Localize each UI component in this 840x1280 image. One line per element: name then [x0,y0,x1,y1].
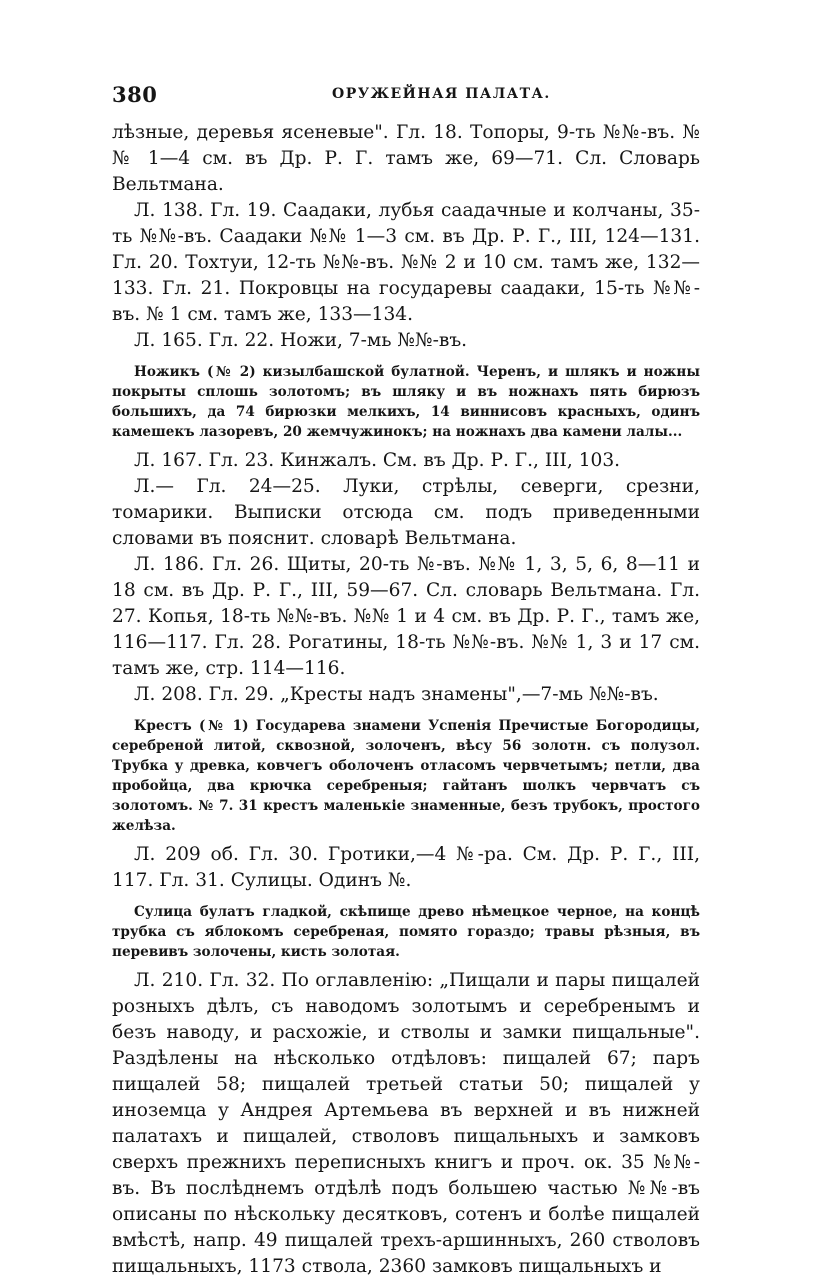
paragraph: Л.— Гл. 24—25. Луки, стрѣлы, северги, срезни, томарики. Выписки отсюда см. подъ приведенными словами въ пояснит. словарѣ Вельтмана. [112,476,700,549]
paragraph: Л. 167. Гл. 23. Кинжалъ. См. въ Др. Р. Г., III, 103. [134,450,621,471]
page-number: 380 [112,82,158,107]
quotation: Крестъ (№ 1) Государева знамени Успенія Пречистые Богородицы, серебреной литой, сквозной, золоченъ, вѣсу 56 золотн. съ полузол. Трубка у древка, ковчегъ оболоченъ отласомъ червчетымъ; петли, два пробойца, два крючка серебреныя; гайтанъ шолкъ червчатъ съ золотомъ. № 7. 31 крестъ маленькіе знаменные, безъ трубокъ, простого желѣза. [112,718,700,834]
paragraph: Л. 209 об. Гл. 30. Гротики,—4 №-ра. См. Др. Р. Г., III, 117. Гл. 31. Сулицы. Одинъ №. [112,844,700,891]
quotation: Сулица булатъ гладкой, скѣпище древо нѣмецкое черное, на концѣ трубка съ яблокомъ серебреная, помято гораздо; травы рѣзныя, въ перевивъ золочены, кисть золотая. [112,904,700,960]
paragraph: Л. 165. Гл. 22. Ножи, 7-мь №№-въ. [134,330,468,351]
paragraph: Л. 208. Гл. 29. „Кресты надъ знамены",—7-мь №№-въ. [134,684,659,705]
paragraph: Л. 138. Гл. 19. Саадаки, лубья саадачные и колчаны, 35-ть №№-въ. Саадаки №№ 1—3 см. въ Др. Р. Г., III, 124—131. Гл. 20. Тохтуи, 12-ть №№-въ. №№ 2 и 10 см. тамъ же, 132—133. Гл. 21. Покровцы на государевы саадаки, 15-ть №№-въ. № 1 см. тамъ же, 133—134. [112,200,700,325]
page-header [112,82,700,112]
running-title: ОРУЖЕЙНАЯ ПАЛАТА. [332,86,551,102]
paragraph: лѣзные, деревья ясеневые". Гл. 18. Топоры, 9-ть №№-въ. №№ 1—4 см. въ Др. Р. Г. тамъ же, 69—71. Сл. Словарь Вельтмана. [112,122,700,195]
paragraph: Л. 186. Гл. 26. Щиты, 20-ть №-въ. №№ 1, 3, 5, 6, 8—11 и 18 см. въ Др. Р. Г., III, 59—67. Сл. словарь Вельтмана. Гл. 27. Копья, 18-ть №№-въ. №№ 1 и 4 см. въ Др. Р. Г., тамъ же, 116—117. Гл. 28. Рогатины, 18-ть №№-въ. №№ 1, 3 и 17 см. тамъ же, стр. 114—116. [112,554,700,679]
quotation: Ножикъ (№ 2) кизылбашской булатной. Черенъ, и шлякъ и ножны покрыты сплошь золотомъ; въ шляку и въ ножнахъ пять бирюзъ большихъ, да 74 бирюзки мелкихъ, 14 виннисовъ красныхъ, одинъ камешекъ лазоревъ, 20 жемчужинокъ; на ножнахъ два камени лалы... [112,364,700,440]
page-body [112,120,700,1280]
paragraph: Л. 210. Гл. 32. По оглавленію: „Пищали и пары пищалей розныхъ дѣлъ, съ наводомъ золотымъ и серебренымъ и безъ наводу, и расхожіе, и стволы и замки пищальные". Раздѣлены на нѣсколько отдѣловъ: пищалей 67; паръ пищалей 58; пищалей третьей статьи 50; пищалей у иноземца у Андрея Артемьева въ верхней и въ нижней палатахъ и пищалей, стволовъ пищальныхъ и замковъ сверхъ прежнихъ переписныхъ книгъ и проч. ок. 35 №№-въ. Въ послѣднемъ отдѣлѣ подъ большею частью №№-въ описаны по нѣскольку десятковъ, сотенъ и болѣе пищалей вмѣстѣ, напр. 49 пищалей трехъ-аршинныхъ, 260 стволовъ пищальныхъ, 1173 ствола, 2360 замковъ пищальныхъ и [112,970,700,1277]
